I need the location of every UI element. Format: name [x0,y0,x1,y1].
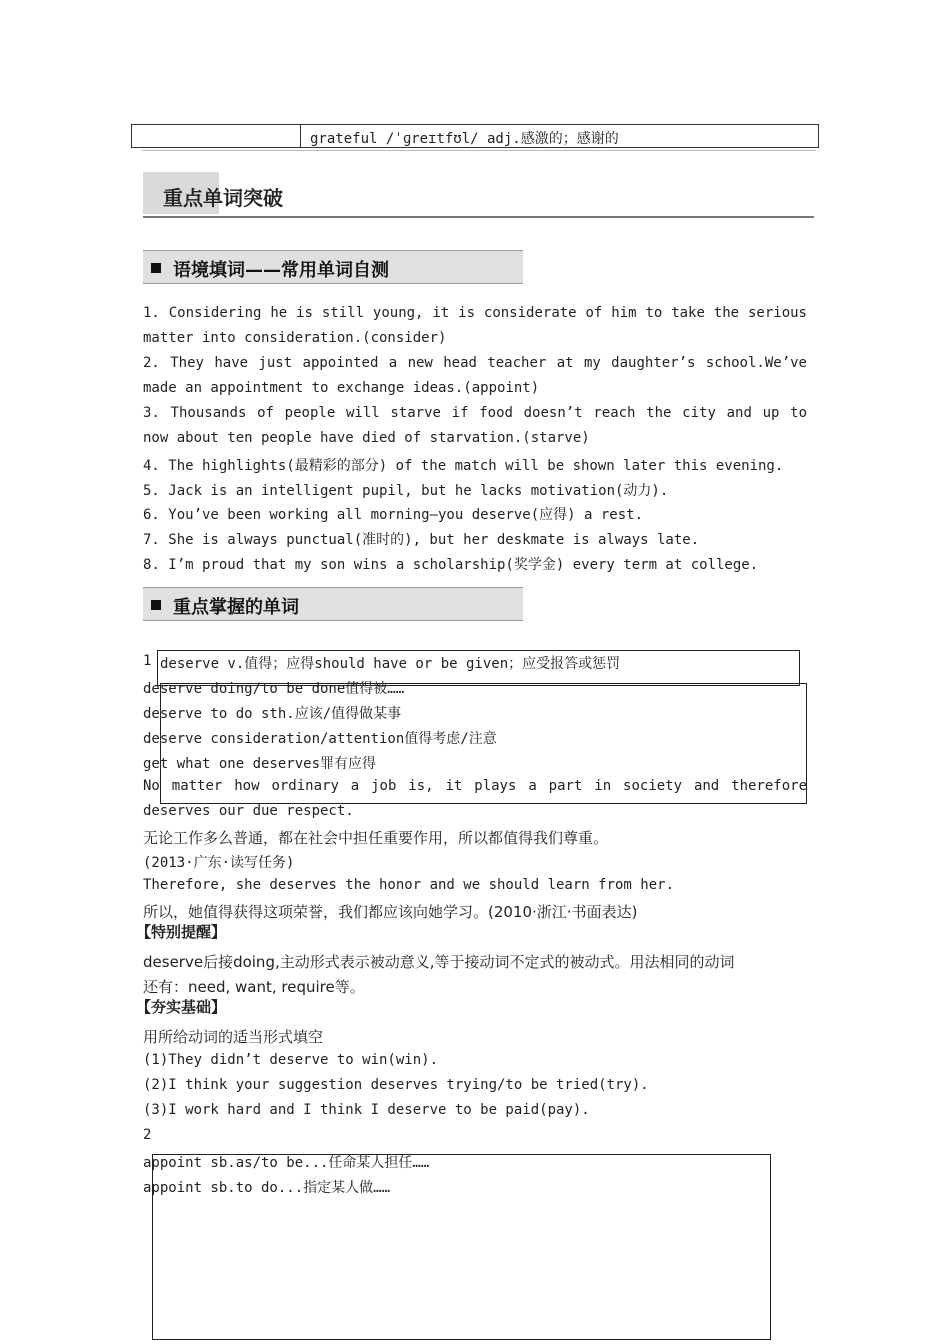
context-item-4: 4. The highlights(最精彩的部分) of the match will be shown later this evening. [143,458,784,474]
note-line2: 还有：need, want, require等。 [143,978,365,996]
deserve-example1-source: (2013·广东·读写任务) [143,855,295,871]
context-item-5: 5. Jack is an intelligent pupil, but he lacks motivation(动力). [143,483,669,499]
context-item-6: 6. You’ve been working all morning—you deserve(应得) a rest. [143,507,644,523]
appoint-frame [152,1154,771,1340]
deserve-phrase-1: deserve doing/to be done值得被…… [143,681,405,697]
deserve-example1-line1: No matter how ordinary a job is, it plays a part in society and therefore [143,778,807,794]
context-item-2-line2: made an appointment to exchange ideas.(appoint) [143,380,540,396]
word-number-1: 1 [143,653,152,669]
context-item-1-line2: matter into consideration.(consider) [143,330,447,346]
practice-item-2: (2)I think your suggestion deserves trying/to be tried(try). [143,1077,649,1093]
subheading-key-words [143,587,523,621]
deserve-example2-translation: 所以，她值得获得这项荣誉，我们都应该向她学习。(2010·浙江·书面表达) [143,903,638,921]
practice-item-1: (1)They didn’t deserve to win(win). [143,1052,439,1068]
context-item-1-line1: 1. Considering he is still young, it is considerate of him to take the serious [143,305,807,321]
subheading-context-fill [143,250,523,284]
note-title: 【特别提醒】 [136,923,227,941]
deserve-phrase-3: deserve consideration/attention值得考虑/注意 [143,731,497,747]
square-bullet-icon [151,263,161,273]
deserve-example1-line2: deserves our due respect. [143,803,354,819]
section-heading [143,172,814,218]
context-item-8: 8. I’m proud that my son wins a scholarship(奖学金) every term at college. [143,557,759,573]
section-title: 重点单词突破 [163,186,283,210]
deserve-definition: deserve v.值得；应得should have or be given；应受报答或惩罚 [160,656,621,672]
context-item-2-line1: 2. They have just appointed a new head teacher at my daughter’s school.We’ve [143,355,807,371]
context-item-3-line1: 3. Thousands of people will starve if food doesn’t reach the city and up to [143,405,807,421]
deserve-example1-translation: 无论工作多么普通，都在社会中担任重要作用，所以都值得我们尊重。 [143,829,609,847]
practice-item-3: (3)I work hard and I think I deserve to be paid(pay). [143,1102,590,1118]
table-underline [142,150,816,151]
square-bullet-icon [151,600,161,610]
practice-intro: 用所给动词的适当形式填空 [143,1028,324,1046]
note-line1: deserve后接doing,主动形式表示被动意义,等于接动词不定式的被动式。用法相同的动词 [143,953,735,971]
deserve-phrase-4: get what one deserves罪有应得 [143,756,377,772]
appoint-phrase-1: appoint sb.as/to be...任命某人担任…… [143,1155,430,1171]
subheading-label: 语境填词——常用单词自测 [173,260,389,281]
context-item-7: 7. She is always punctual(准时的), but her deskmate is always late. [143,532,700,548]
subheading-label: 重点掌握的单词 [173,597,299,618]
deserve-phrase-2: deserve to do sth.应该/值得做某事 [143,706,402,722]
context-item-3-line2: now about ten people have died of starvation.(starve) [143,430,590,446]
vocab-table-row [131,124,819,148]
definition-frame [157,650,800,686]
word-number-2: 2 [143,1127,152,1143]
deserve-example2: Therefore, she deserves the honor and we should learn from her. [143,877,675,893]
table-cell-grateful: grateful /ˈɡreɪtfʊl/ adj.感激的；感谢的 [310,131,619,147]
appoint-phrase-2: appoint sb.to do...指定某人做…… [143,1180,391,1196]
phrases-frame [160,683,807,804]
table-divider [300,125,301,147]
practice-title: 【夯实基础】 [136,998,227,1016]
